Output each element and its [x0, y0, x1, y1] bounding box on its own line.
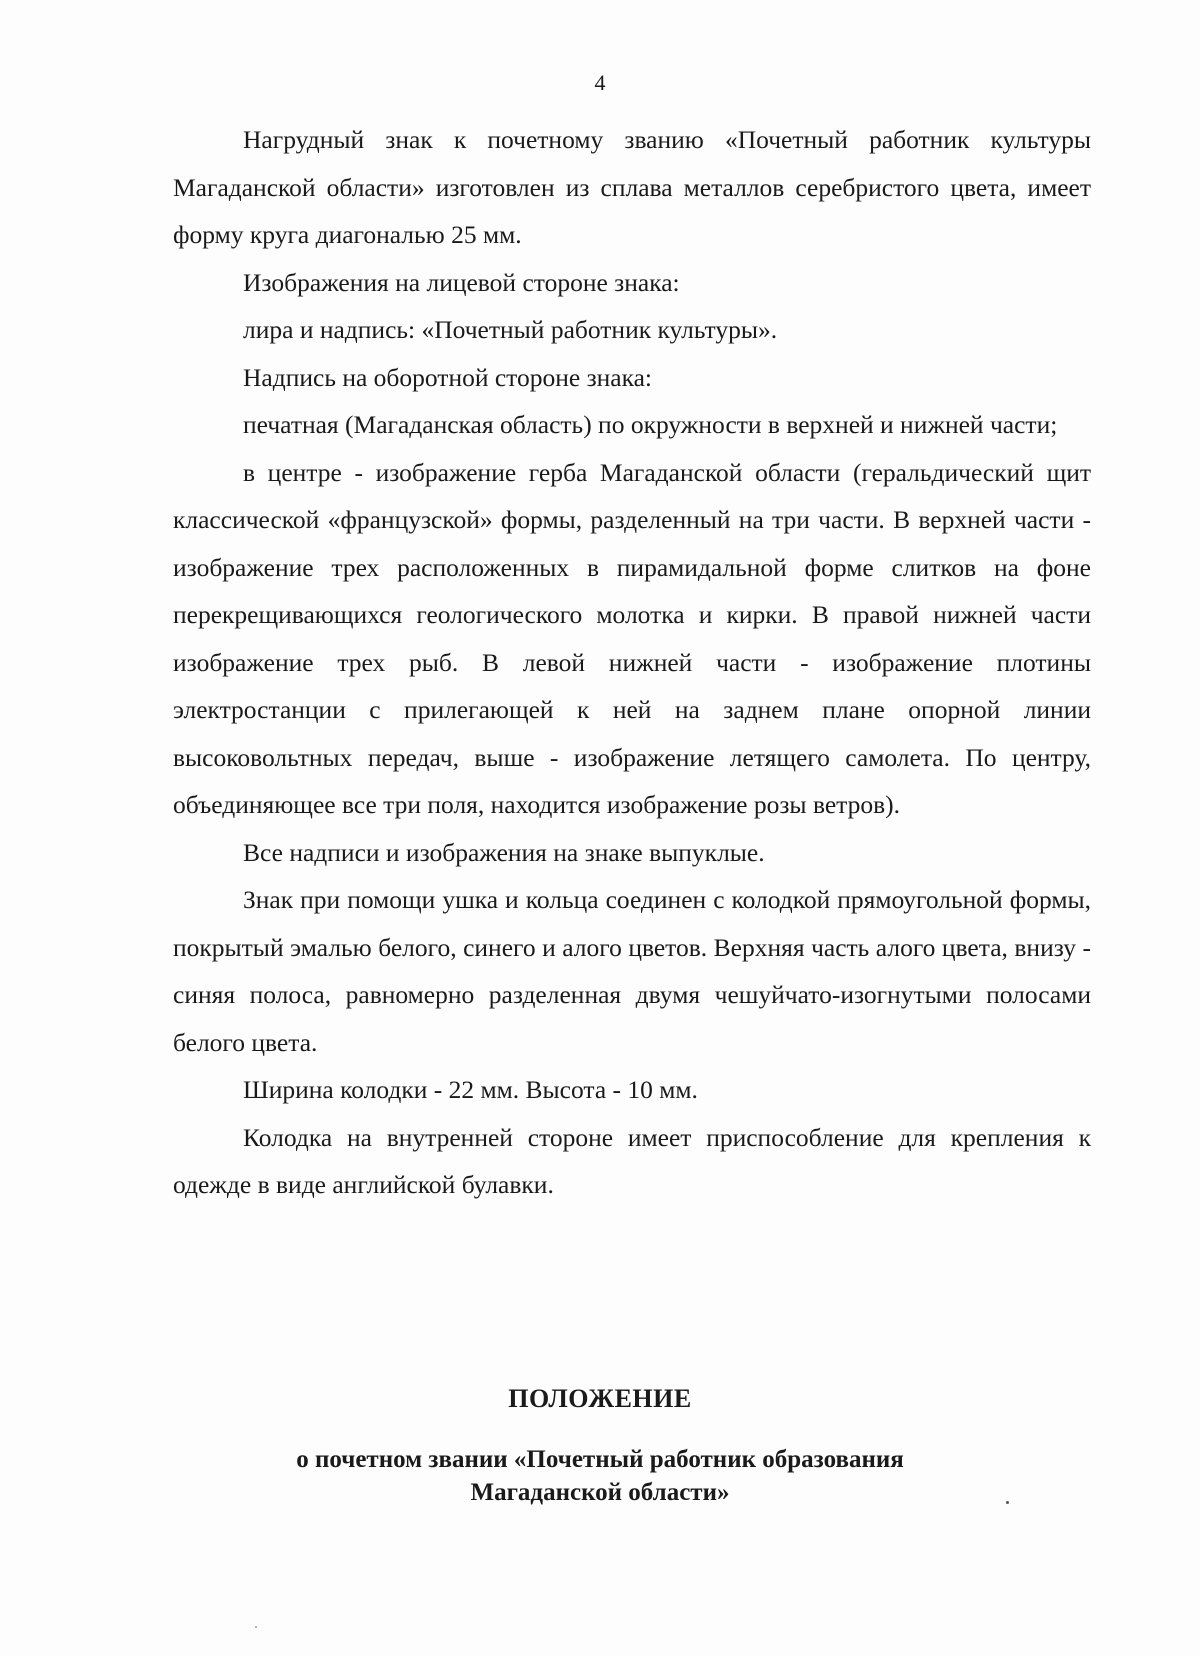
section-heading: ПОЛОЖЕНИЕ — [508, 1384, 692, 1413]
paragraph-front-side-content: лира и надпись: «Почетный работник культуры». — [243, 315, 778, 344]
scan-speck — [1006, 1501, 1009, 1504]
page-number: 4 — [594, 70, 606, 95]
section-subtitle-line-1: о почетном звании «Почетный работник образования — [296, 1446, 904, 1473]
paragraph-back-side-heading: Надпись на оборотной стороне знака: — [243, 362, 653, 392]
paragraph-back-side-inscription: печатная (Магаданская область) по окружности в верхней и нижней части; — [243, 410, 1058, 439]
section-subtitle — [0, 1443, 1200, 1509]
document-body — [173, 116, 1091, 1209]
paragraph-relief: Все надписи и изображения на знаке выпуклые. — [243, 837, 765, 867]
scan-speck — [255, 1626, 257, 1628]
section-subtitle-line-2: Магаданской области» — [470, 1479, 730, 1506]
paragraph-coat-of-arms: в центре - изображение герба Магаданской области (геральдический щит классической «французской» формы, разделенный на три части. В верхней части - изображение трех расположенных в пирамидальной форме слитков на фоне перекрещивающихся геологического молотка и кирки. В правой нижней части изображение трех рыб. В левой нижней части - изображение плотины электростанции с прилегающей к ней на заднем плане опорной линии высоковольтных передач, выше - изображение летящего самолета. По центру, объединяющее все три поля, находится изображение розы ветров). — [173, 457, 1091, 819]
paragraph-ribbon-block: Знак при помощи ушка и кольца соединен с колодкой прямоугольной формы, покрытый эмалью белого, синего и алого цветов. Верхняя часть алого цвета, внизу - синяя полоса, равномерно разделенная двумя чешуйчато-изогнутыми полосами белого цвета. — [173, 885, 1091, 1057]
paragraph-badge-description: Нагрудный знак к почетному званию «Почетный работник культуры Магаданской области» изготовлен из сплава металлов серебристого цвета, имеет форму круга диагональю 25 мм. — [173, 125, 1091, 249]
paragraph-block-dimensions: Ширина колодки - 22 мм. Высота - 10 мм. — [243, 1075, 698, 1104]
paragraph-fastening: Колодка на внутренней стороне имеет приспособление для крепления к одежде в виде английской булавки. — [173, 1122, 1091, 1199]
paragraph-front-side-heading: Изображения на лицевой стороне знака: — [243, 267, 680, 297]
